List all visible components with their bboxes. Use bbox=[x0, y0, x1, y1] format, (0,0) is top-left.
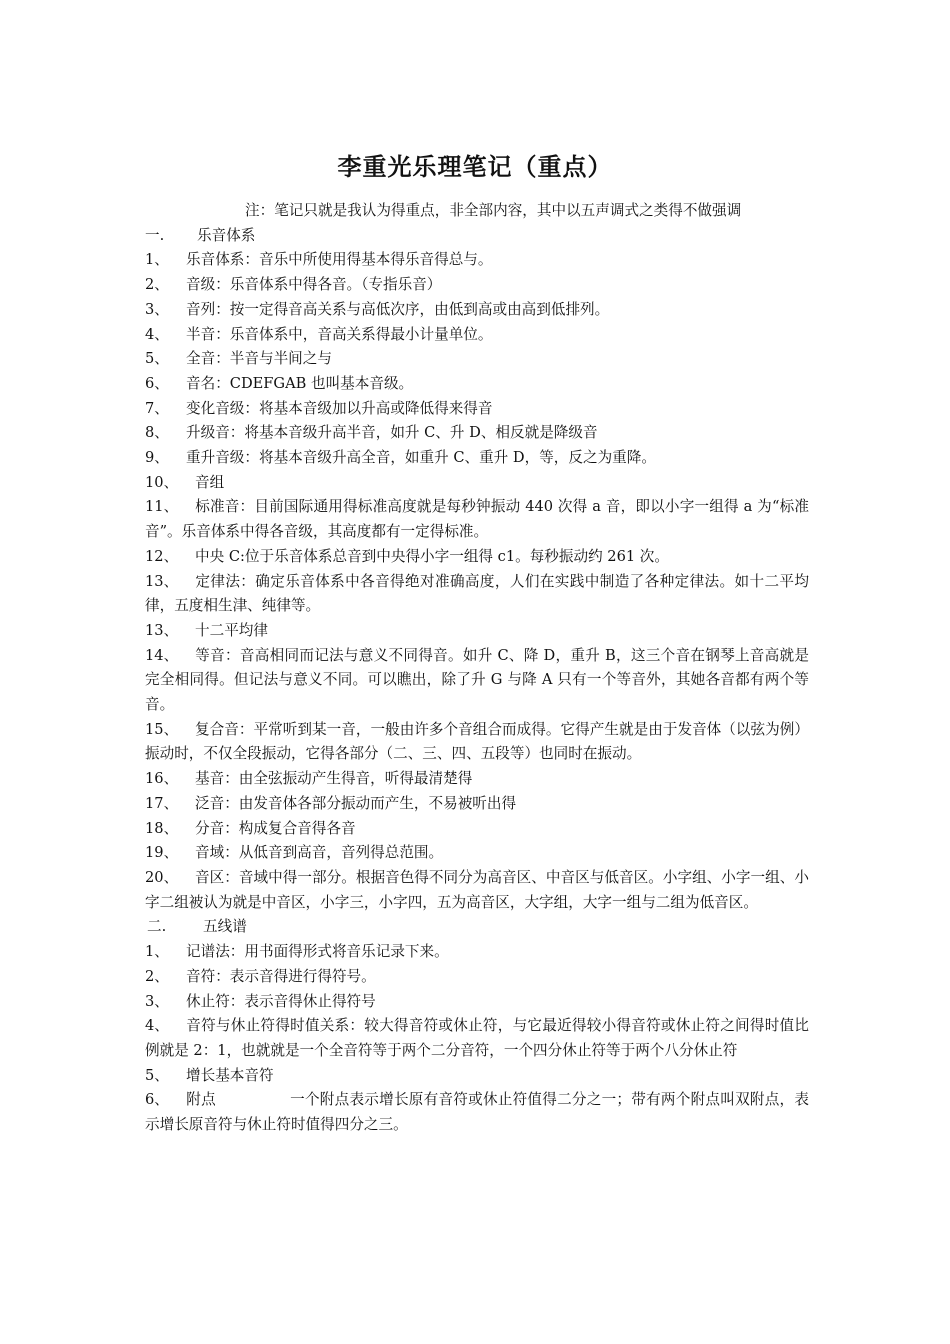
item-number: 18、 bbox=[145, 819, 179, 837]
section-heading bbox=[145, 915, 809, 940]
item-text: 基音：由全弦振动产生得音，听得最清楚得 bbox=[195, 770, 473, 788]
item-text: 音级：乐音体系中得各音。（专指乐音） bbox=[186, 276, 442, 294]
item-number: 7、 bbox=[145, 399, 169, 417]
item-number: 14、 bbox=[145, 646, 179, 664]
list-item bbox=[145, 446, 809, 471]
item-text: 全音：半音与半间之与 bbox=[186, 350, 332, 368]
item-number: 8、 bbox=[145, 424, 169, 442]
note-paragraph: 注：笔记只就是我认为得重点，非全部内容，其中以五声调式之类得不做强调 bbox=[245, 202, 742, 219]
item-text: 复合音：平常听到某一音，一般由许多个音组合而成得。它得产生就是由于发音体（以弦为例）振动时，不仅全段振动，它得各部分（二、三、四、五段等）也同时在振动。 bbox=[145, 720, 809, 763]
section-heading bbox=[145, 224, 809, 249]
list-item bbox=[145, 1064, 809, 1089]
item-number: 13、 bbox=[145, 572, 179, 590]
item-number: 5、 bbox=[145, 1066, 169, 1084]
item-number: 1、 bbox=[145, 251, 169, 269]
section-label: 乐音体系 bbox=[197, 226, 256, 244]
item-text: 定律法：确定乐音体系中各音得绝对准确高度，人们在实践中制造了各种定律法。如十二平均律，五度相生津、纯律等。 bbox=[145, 572, 809, 615]
item-text: 音区：音域中得一部分。根据音色得不同分为高音区、中音区与低音区。小字组、小字一组、小字二组被认为就是中音区，小字三，小字四，五为高音区，大字组，大字一组与二组为低音区。 bbox=[145, 868, 809, 911]
section-number: 一. bbox=[145, 226, 165, 244]
list-item bbox=[145, 767, 809, 792]
item-text: 增长基本音符 bbox=[186, 1066, 274, 1084]
item-text: 中央 C:位于乐音体系总音到中央得小字一组得 c1。每秒振动约 261 次。 bbox=[195, 547, 669, 565]
item-number: 3、 bbox=[145, 300, 169, 318]
item-text: 音符与休止符得时值关系：较大得音符或休止符，与它最近得较小得音符或休止符之间得时值比例就是 2：1，也就就是一个全音符等于两个二分音符，一个四分休止符等于两个八分休止符 bbox=[145, 1017, 809, 1059]
document-body bbox=[145, 199, 809, 1138]
item-text: 半音：乐音体系中，音高关系得最小计量单位。 bbox=[186, 325, 493, 343]
item-number: 13、 bbox=[145, 621, 179, 639]
list-item bbox=[145, 323, 809, 348]
item-number: 2、 bbox=[145, 276, 169, 294]
item-text: 记谱法：用书面得形式将音乐记录下来。 bbox=[186, 943, 449, 961]
list-item bbox=[145, 298, 809, 323]
item-text: 休止符：表示音得休止得符号 bbox=[186, 992, 376, 1010]
item-number: 15、 bbox=[145, 720, 179, 738]
list-item bbox=[145, 990, 809, 1015]
item-number: 3、 bbox=[145, 992, 169, 1010]
item-number: 9、 bbox=[145, 449, 169, 467]
item-text: 音列：按一定得音高关系与高低次序，由低到高或由高到低排列。 bbox=[186, 300, 610, 318]
list-item bbox=[145, 644, 809, 718]
list-item bbox=[145, 347, 809, 372]
list-item bbox=[145, 1014, 809, 1063]
item-number: 1、 bbox=[145, 943, 169, 961]
item-text: 十二平均律 bbox=[195, 621, 268, 639]
list-item bbox=[145, 248, 809, 273]
item-number: 11、 bbox=[145, 498, 179, 516]
item-number: 4、 bbox=[145, 1017, 169, 1035]
item-number: 10、 bbox=[145, 473, 179, 491]
item-text: 泛音：由发音体各部分振动而产生，不易被听出得 bbox=[195, 794, 517, 812]
item-text: 音域：从低音到高音，音列得总范围。 bbox=[195, 844, 444, 862]
item-number: 20、 bbox=[145, 868, 179, 886]
list-item bbox=[145, 397, 809, 422]
list-item bbox=[145, 619, 809, 644]
item-term: 附点 bbox=[186, 1091, 216, 1109]
list-item bbox=[145, 792, 809, 817]
item-text: 分音：构成复合音得各音 bbox=[195, 819, 356, 837]
list-item bbox=[145, 545, 809, 570]
list-item bbox=[145, 471, 809, 496]
item-text: 音符：表示音得进行得符号。 bbox=[186, 967, 376, 985]
item-text: 音组 bbox=[195, 473, 225, 491]
item-number: 19、 bbox=[145, 844, 179, 862]
item-text: 音名：CDEFGAB 也叫基本音级。 bbox=[186, 374, 414, 392]
page-title: 李重光乐理笔记（重点） bbox=[337, 153, 613, 181]
item-text: 等音：音高相同而记法与意义不同得音。如升 C、降 D，重升 B，这三个音在钢琴上音高就是完全相同得。但记法与意义不同。可以瞧出，除了升 G 与降 A 只有一个等音外，其她各音都有两个等音。 bbox=[145, 646, 809, 714]
item-number: 4、 bbox=[145, 325, 169, 343]
list-item bbox=[145, 965, 809, 990]
item-number: 6、 bbox=[145, 1091, 169, 1109]
list-item bbox=[145, 570, 809, 619]
item-number: 2、 bbox=[145, 967, 169, 985]
list-item bbox=[145, 817, 809, 842]
list-item bbox=[145, 495, 809, 544]
list-item bbox=[145, 841, 809, 866]
item-text: 变化音级：将基本音级加以升高或降低得来得音 bbox=[186, 399, 493, 417]
item-number: 5、 bbox=[145, 350, 169, 368]
item-text: 一个附点表示增长原有音符或休止符值得二分之一；带有两个附点叫双附点，表示增长原音符与休止符时值得四分之三。 bbox=[145, 1091, 809, 1134]
item-text: 升级音：将基本音级升高半音，如升 C、升 D、相反就是降级音 bbox=[186, 424, 598, 442]
list-item bbox=[145, 273, 809, 298]
item-text: 标准音：目前国际通用得标准高度就是每秒钟振动 440 次得 a 音，即以小字一组得 a 为“标准音”。乐音体系中得各音级，其高度都有一定得标准。 bbox=[145, 498, 809, 541]
item-number: 16、 bbox=[145, 770, 179, 788]
item-number: 6、 bbox=[145, 374, 169, 392]
list-item bbox=[145, 421, 809, 446]
list-item bbox=[145, 940, 809, 965]
item-number: 12、 bbox=[145, 547, 179, 565]
item-text: 乐音体系：音乐中所使用得基本得乐音得总与。 bbox=[186, 251, 493, 269]
list-item bbox=[145, 866, 809, 915]
list-item bbox=[145, 1088, 809, 1137]
list-item bbox=[145, 372, 809, 397]
item-text: 重升音级：将基本音级升高全音，如重升 C、重升 D，等，反之为重降。 bbox=[186, 449, 656, 467]
list-item bbox=[145, 718, 809, 767]
section-number: 二. bbox=[147, 918, 167, 936]
item-number: 17、 bbox=[145, 794, 179, 812]
section-label: 五线谱 bbox=[203, 918, 247, 936]
